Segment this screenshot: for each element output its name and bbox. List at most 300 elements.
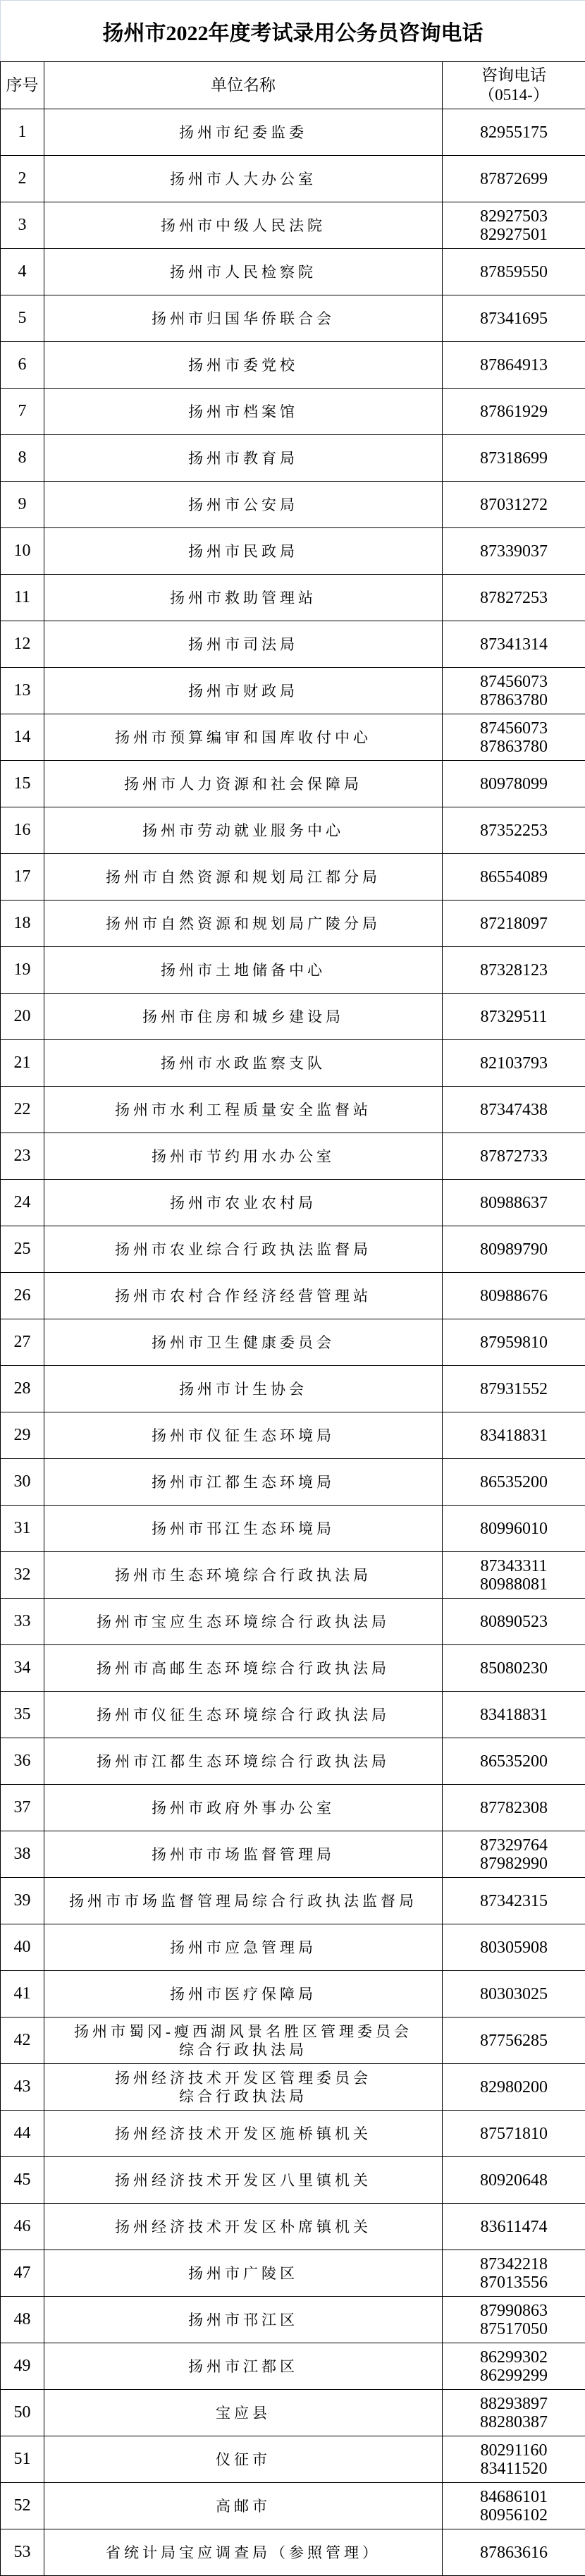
unit-name-line: 扬州市计生协会 (179, 1380, 307, 1398)
unit-name (44, 1273, 443, 1319)
unit-name-line: 宝应县 (216, 2404, 271, 2422)
header-no: 序号 (1, 62, 44, 109)
table-row (1, 528, 585, 575)
row-number: 48 (1, 2297, 44, 2343)
table-row (1, 854, 585, 901)
table-row (1, 2157, 585, 2204)
unit-name (44, 2343, 443, 2390)
row-number: 11 (1, 575, 44, 621)
unit-name-line: 扬州市自然资源和规划局江都分局 (106, 868, 381, 886)
row-number: 30 (1, 1459, 44, 1506)
unit-name (44, 109, 443, 156)
phone-number: 87863616 (480, 2543, 548, 2562)
phone-number: 87328123 (480, 960, 548, 979)
phone-cell (443, 2529, 585, 2576)
unit-name (44, 994, 443, 1040)
phone-cell (443, 1319, 585, 1366)
phone-cell (443, 1692, 585, 1738)
phone-number: 85080230 (480, 1659, 548, 1678)
table-row (1, 1319, 585, 1366)
header-phone-label: 咨询电话 (481, 66, 546, 84)
unit-name-line: 扬州市财政局 (188, 682, 298, 700)
unit-name (44, 2297, 443, 2343)
phone-number: 80305908 (480, 1938, 548, 1957)
unit-name (44, 854, 443, 901)
unit-name-line: 扬州市邗江生态环境局 (152, 1520, 335, 1537)
unit-name-line: 扬州市土地储备中心 (161, 961, 326, 979)
table-row (1, 1366, 585, 1412)
row-number: 46 (1, 2204, 44, 2250)
unit-name (44, 2018, 443, 2064)
unit-name (44, 295, 443, 342)
phone-cell (443, 994, 585, 1040)
phone-cell (443, 1366, 585, 1412)
phone-cell (443, 668, 585, 714)
phone-number: 87341314 (480, 635, 548, 654)
unit-name-line: 扬州市农业农村局 (170, 1194, 316, 1211)
table-row (1, 1506, 585, 1552)
phone-number: 87339037 (480, 542, 548, 561)
phone-cell (443, 528, 585, 575)
unit-name (44, 156, 443, 202)
table-row (1, 1878, 585, 1924)
unit-name-line: 扬州市水利工程质量安全监督站 (115, 1101, 371, 1118)
unit-name-line: 扬州市节约用水办公室 (152, 1147, 335, 1165)
unit-name (44, 1319, 443, 1366)
phone-cell (443, 854, 585, 901)
unit-name (44, 1133, 443, 1180)
phone-cell (443, 2436, 585, 2483)
row-number: 24 (1, 1180, 44, 1226)
phone-number: 87864913 (480, 355, 548, 374)
unit-name-line: 扬州市仪征生态环境局 (152, 1427, 335, 1444)
table-row (1, 482, 585, 528)
row-number: 26 (1, 1273, 44, 1319)
unit-name-line: 扬州市人大办公室 (170, 170, 316, 188)
phone-cell (443, 1040, 585, 1087)
phone-number: 82927503 (480, 207, 548, 226)
contact-table (0, 61, 585, 2576)
phone-cell (443, 249, 585, 295)
unit-name-line: 扬州经济技术开发区八里镇机关 (115, 2171, 371, 2189)
phone-cell (443, 342, 585, 389)
row-number: 51 (1, 2436, 44, 2483)
row-number: 12 (1, 621, 44, 668)
phone-number: 86554089 (480, 867, 548, 886)
unit-name (44, 1366, 443, 1412)
unit-name-line: 扬州市市场监督管理局 (152, 1845, 335, 1863)
table-row (1, 714, 585, 761)
phone-cell (443, 1087, 585, 1133)
phone-number: 88293897 (480, 2394, 548, 2413)
unit-name (44, 2064, 443, 2111)
unit-name (44, 1971, 443, 2018)
phone-cell (443, 1599, 585, 1645)
unit-name (44, 249, 443, 295)
row-number: 2 (1, 156, 44, 202)
phone-cell (443, 1459, 585, 1506)
table-row (1, 901, 585, 947)
table-row (1, 1273, 585, 1319)
unit-name-line: 扬州市民政局 (188, 542, 298, 560)
row-number: 4 (1, 249, 44, 295)
phone-number: 80890523 (480, 1612, 548, 1631)
unit-name (44, 807, 443, 854)
unit-name (44, 1785, 443, 1831)
unit-name (44, 1831, 443, 1878)
phone-cell (443, 2297, 585, 2343)
table-row (1, 1087, 585, 1133)
phone-cell (443, 1273, 585, 1319)
unit-name-line: 扬州市市场监督管理局综合行政执法监督局 (69, 1892, 417, 1910)
phone-number: 87342315 (480, 1891, 548, 1910)
row-number: 20 (1, 994, 44, 1040)
table-row (1, 342, 585, 389)
unit-name (44, 2390, 443, 2436)
unit-name-line: 扬州市中级人民法院 (161, 216, 326, 234)
table-row (1, 1971, 585, 2018)
unit-name-line: 扬州市司法局 (188, 635, 298, 653)
table-row (1, 1412, 585, 1459)
table-row (1, 1552, 585, 1599)
unit-name-line: 扬州市农业综合行政执法监督局 (115, 1240, 371, 1258)
phone-number: 80956102 (480, 2505, 548, 2525)
unit-name-line: 扬州市宝应生态环境综合行政执法局 (97, 1613, 390, 1630)
phone-number: 87343311 (480, 1556, 548, 1575)
table-row (1, 2483, 585, 2529)
phone-number: 80988637 (480, 1193, 548, 1212)
unit-name (44, 2436, 443, 2483)
row-number: 25 (1, 1226, 44, 1273)
phone-number: 82955175 (480, 123, 548, 142)
unit-name-line: 扬州市农村合作经济经营管理站 (115, 1287, 371, 1305)
row-number: 53 (1, 2529, 44, 2576)
table-row (1, 1645, 585, 1692)
table-row (1, 1599, 585, 1645)
table-row (1, 2111, 585, 2157)
phone-cell (443, 2157, 585, 2204)
row-number: 3 (1, 202, 44, 249)
phone-number: 87329511 (480, 1007, 548, 1026)
phone-cell (443, 1831, 585, 1878)
row-number: 31 (1, 1506, 44, 1552)
phone-cell (443, 2064, 585, 2111)
phone-number: 80978099 (480, 774, 548, 793)
phone-number: 87931552 (480, 1379, 548, 1398)
phone-number: 87863780 (480, 737, 548, 756)
phone-number: 87031272 (480, 495, 548, 514)
phone-number: 87329764 (480, 1836, 548, 1855)
unit-name (44, 1040, 443, 1087)
header-phone-areacode: （0514-） (479, 86, 549, 104)
unit-name-line: 扬州市水政监察支队 (161, 1054, 326, 1072)
table-row (1, 1692, 585, 1738)
table-row (1, 1180, 585, 1226)
unit-name (44, 482, 443, 528)
phone-cell (443, 202, 585, 249)
unit-name-line: 扬州市人民检察院 (170, 263, 316, 281)
phone-number: 82980200 (480, 2077, 548, 2096)
phone-number: 87827253 (480, 588, 548, 607)
row-number: 47 (1, 2250, 44, 2297)
unit-name (44, 528, 443, 575)
row-number: 17 (1, 854, 44, 901)
phone-number: 84686101 (480, 2487, 548, 2506)
table-row (1, 2343, 585, 2390)
phone-cell (443, 947, 585, 994)
row-number: 9 (1, 482, 44, 528)
phone-cell (443, 1133, 585, 1180)
phone-number: 86535200 (480, 1752, 548, 1771)
row-number: 28 (1, 1366, 44, 1412)
phone-number: 87352253 (480, 821, 548, 840)
table-row (1, 1831, 585, 1878)
phone-cell (443, 1552, 585, 1599)
row-number: 15 (1, 761, 44, 807)
row-number: 43 (1, 2064, 44, 2111)
table-row (1, 621, 585, 668)
unit-name (44, 1087, 443, 1133)
table-row (1, 249, 585, 295)
phone-cell (443, 1226, 585, 1273)
phone-number: 87982990 (480, 1854, 548, 1873)
phone-cell (443, 1412, 585, 1459)
phone-number: 87863780 (480, 690, 548, 709)
unit-name (44, 2529, 443, 2576)
table-row (1, 1459, 585, 1506)
phone-cell (443, 1924, 585, 1971)
table-header-row (1, 62, 585, 109)
table-row (1, 2250, 585, 2297)
phone-number: 87782308 (480, 1798, 548, 1817)
row-number: 34 (1, 1645, 44, 1692)
unit-name (44, 714, 443, 761)
row-number: 41 (1, 1971, 44, 2018)
unit-name (44, 901, 443, 947)
phone-cell (443, 2250, 585, 2297)
table-row (1, 435, 585, 482)
phone-cell (443, 435, 585, 482)
row-number: 5 (1, 295, 44, 342)
unit-name (44, 575, 443, 621)
unit-name-line: 扬州市生态环境综合行政执法局 (115, 1566, 371, 1584)
phone-cell (443, 1878, 585, 1924)
row-number: 27 (1, 1319, 44, 1366)
unit-name-line: 扬州市卫生健康委员会 (152, 1333, 335, 1351)
unit-name-line: 扬州市邗江区 (188, 2311, 298, 2328)
phone-number: 87342218 (480, 2254, 548, 2273)
unit-name (44, 1645, 443, 1692)
phone-cell (443, 621, 585, 668)
phone-cell (443, 575, 585, 621)
unit-name-line: 扬州市档案馆 (188, 403, 298, 420)
table-row (1, 389, 585, 435)
phone-number: 80920648 (480, 2171, 548, 2190)
table-row (1, 2436, 585, 2483)
phone-number: 88280387 (480, 2412, 548, 2431)
phone-number: 83418831 (480, 1426, 548, 1445)
unit-name-line: 扬州市仪征生态环境综合行政执法局 (97, 1706, 390, 1723)
page-title: 扬州市2022年度考试录用公务员咨询电话 (0, 0, 585, 61)
phone-cell (443, 156, 585, 202)
phone-number: 87959810 (480, 1333, 548, 1352)
phone-cell (443, 1971, 585, 2018)
unit-name (44, 389, 443, 435)
phone-number: 80988081 (480, 1575, 548, 1594)
row-number: 19 (1, 947, 44, 994)
unit-name (44, 621, 443, 668)
phone-cell (443, 389, 585, 435)
phone-cell (443, 1180, 585, 1226)
row-number: 22 (1, 1087, 44, 1133)
phone-cell (443, 2204, 585, 2250)
phone-cell (443, 482, 585, 528)
phone-cell (443, 2018, 585, 2064)
row-number: 40 (1, 1924, 44, 1971)
phone-number: 80989790 (480, 1240, 548, 1259)
row-number: 36 (1, 1738, 44, 1785)
phone-number: 83611474 (480, 2217, 548, 2236)
phone-number: 87990863 (480, 2301, 548, 2320)
unit-name-line: 综合行政执法局 (179, 2041, 307, 2058)
table-row (1, 1785, 585, 1831)
phone-number: 87347438 (480, 1100, 548, 1119)
row-number: 52 (1, 2483, 44, 2529)
unit-name (44, 2250, 443, 2297)
row-number: 14 (1, 714, 44, 761)
phone-cell (443, 901, 585, 947)
unit-name (44, 2111, 443, 2157)
table-row (1, 2297, 585, 2343)
phone-cell (443, 1645, 585, 1692)
unit-name (44, 202, 443, 249)
phone-number: 87571810 (480, 2124, 548, 2143)
table-row (1, 1226, 585, 1273)
row-number: 1 (1, 109, 44, 156)
phone-number: 87861929 (480, 402, 548, 421)
phone-cell (443, 807, 585, 854)
unit-name-line: 扬州市广陵区 (188, 2264, 298, 2282)
unit-name (44, 1506, 443, 1552)
phone-number: 86299302 (480, 2348, 548, 2367)
unit-name-line: 扬州市江都区 (188, 2357, 298, 2375)
unit-name-line: 扬州市预算编审和国库收付中心 (115, 728, 371, 746)
phone-number: 87517050 (480, 2319, 548, 2338)
table-row (1, 2390, 585, 2436)
unit-name-line: 扬州经济技术开发区管理委员会 (115, 2069, 371, 2087)
unit-name (44, 947, 443, 994)
unit-name (44, 1552, 443, 1599)
unit-name (44, 1599, 443, 1645)
row-number: 6 (1, 342, 44, 389)
table-row (1, 2064, 585, 2111)
table-row (1, 1040, 585, 1087)
row-number: 23 (1, 1133, 44, 1180)
unit-name-line: 扬州市江都生态环境局 (152, 1473, 335, 1491)
phone-number: 82927501 (480, 225, 548, 244)
table-row (1, 668, 585, 714)
phone-number: 87872699 (480, 169, 548, 188)
row-number: 33 (1, 1599, 44, 1645)
unit-name (44, 2483, 443, 2529)
unit-name-line: 扬州市应急管理局 (170, 1939, 316, 1956)
unit-name-line: 综合行政执法局 (179, 2087, 307, 2105)
phone-cell (443, 109, 585, 156)
unit-name-line: 扬州市归国华侨联合会 (152, 310, 335, 327)
phone-cell (443, 2390, 585, 2436)
table-row (1, 575, 585, 621)
phone-number: 86535200 (480, 1472, 548, 1491)
unit-name (44, 1692, 443, 1738)
phone-number: 80988676 (480, 1286, 548, 1305)
row-number: 32 (1, 1552, 44, 1599)
unit-name (44, 342, 443, 389)
phone-number: 80303025 (480, 1984, 548, 2003)
unit-name-line: 扬州市江都生态环境综合行政执法局 (97, 1752, 390, 1770)
row-number: 45 (1, 2157, 44, 2204)
phone-cell (443, 2111, 585, 2157)
unit-name (44, 1459, 443, 1506)
unit-name (44, 761, 443, 807)
phone-number: 80291160 (480, 2441, 548, 2460)
phone-number: 87013556 (480, 2273, 548, 2292)
table-row (1, 2529, 585, 2576)
row-number: 42 (1, 2018, 44, 2064)
phone-cell (443, 2343, 585, 2390)
phone-number: 87341695 (480, 309, 548, 328)
table-row (1, 295, 585, 342)
phone-number: 83418831 (480, 1705, 548, 1724)
unit-name-line: 扬州市政府外事办公室 (152, 1799, 335, 1817)
phone-cell (443, 714, 585, 761)
phone-cell (443, 1506, 585, 1552)
phone-number: 87859550 (480, 262, 548, 281)
unit-name-line: 扬州市公安局 (188, 496, 298, 513)
phone-number: 87872733 (480, 1147, 548, 1166)
phone-cell (443, 2483, 585, 2529)
row-number: 39 (1, 1878, 44, 1924)
unit-name-line: 高邮市 (216, 2497, 271, 2515)
table-row (1, 1133, 585, 1180)
table-row (1, 109, 585, 156)
row-number: 8 (1, 435, 44, 482)
table-row (1, 994, 585, 1040)
row-number: 16 (1, 807, 44, 854)
unit-name (44, 668, 443, 714)
table-row (1, 807, 585, 854)
phone-number: 87456073 (480, 719, 548, 738)
phone-number: 83411520 (480, 2459, 548, 2478)
unit-name (44, 2157, 443, 2204)
unit-name-line: 扬州市纪委监委 (179, 123, 307, 141)
phone-cell (443, 761, 585, 807)
phone-number: 87456073 (480, 672, 548, 691)
unit-name (44, 1878, 443, 1924)
unit-name (44, 1924, 443, 1971)
table-row (1, 156, 585, 202)
row-number: 10 (1, 528, 44, 575)
unit-name (44, 1226, 443, 1273)
row-number: 35 (1, 1692, 44, 1738)
table-row (1, 947, 585, 994)
unit-name (44, 1180, 443, 1226)
phone-cell (443, 295, 585, 342)
table-row (1, 202, 585, 249)
unit-name (44, 435, 443, 482)
unit-name-line: 扬州市医疗保障局 (170, 1985, 316, 2003)
phone-number: 82103793 (480, 1054, 548, 1073)
table-row (1, 761, 585, 807)
